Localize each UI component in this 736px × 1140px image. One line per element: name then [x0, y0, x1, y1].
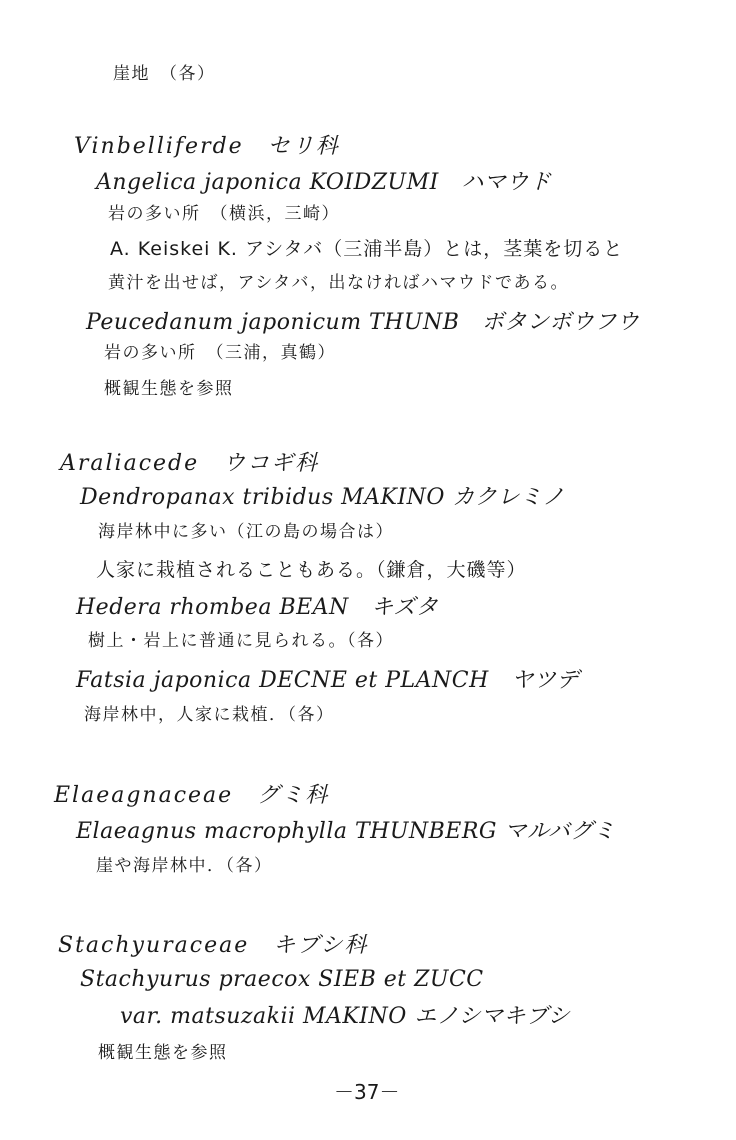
species-name: Angelica japonica KOIDZUMI ハマウド [96, 170, 552, 195]
note-text: 黄汁を出せば，アシタバ，出なければハマウドである。 [108, 273, 569, 293]
family-heading-elaeagnaceae: Elaeagnaceae グミ科 [54, 783, 330, 808]
page-number: －37－ [334, 1080, 400, 1104]
species-name: Dendropanax tribidus MAKINO カクレミノ [80, 485, 565, 510]
species-name: Elaeagnus macrophylla THUNBERG マルバグミ [76, 819, 616, 844]
variety-name: var. matsuzakii MAKINO エノシマキブシ [120, 1004, 571, 1029]
habitat-note: 岩の多い所 （三浦，真鶴） [104, 343, 336, 363]
species-name: Hedera rhombea BEAN キズタ [76, 595, 439, 620]
habitat-note: 海岸林中，人家に栽植．（各） [84, 705, 335, 725]
habitat-note: 崖地 （各） [113, 64, 216, 84]
habitat-note: 海岸林中に多い（江の島の場合は） [98, 522, 394, 542]
family-heading-stachyuraceae: Stachyuraceae キブシ科 [58, 933, 369, 958]
family-heading-araliaceae: Araliacede ウコギ科 [60, 451, 320, 476]
habitat-note: 崖や海岸林中．（各） [96, 856, 273, 876]
note-text: A. Keiskei K. アシタバ（三浦半島）とは，茎葉を切ると [110, 238, 624, 260]
reference-note: 概観生態を参照 [98, 1043, 228, 1063]
habitat-note: 人家に栽植されることもある。（鎌倉，大磯等） [96, 559, 527, 581]
species-name: Stachyurus praecox SIEB et ZUCC [80, 967, 484, 992]
reference-note: 概観生態を参照 [104, 379, 234, 399]
habitat-note: 岩の多い所 （横浜，三崎） [108, 204, 340, 224]
habitat-note: 樹上・岩上に普通に見られる。（各） [88, 631, 394, 651]
family-heading-umbelliferae: Vinbelliferde セリ科 [74, 134, 340, 159]
species-name: Peucedanum japonicum THUNB ボタンボウフウ [86, 310, 640, 335]
species-name: Fatsia japonica DECNE et PLANCH ヤツデ [76, 668, 579, 693]
